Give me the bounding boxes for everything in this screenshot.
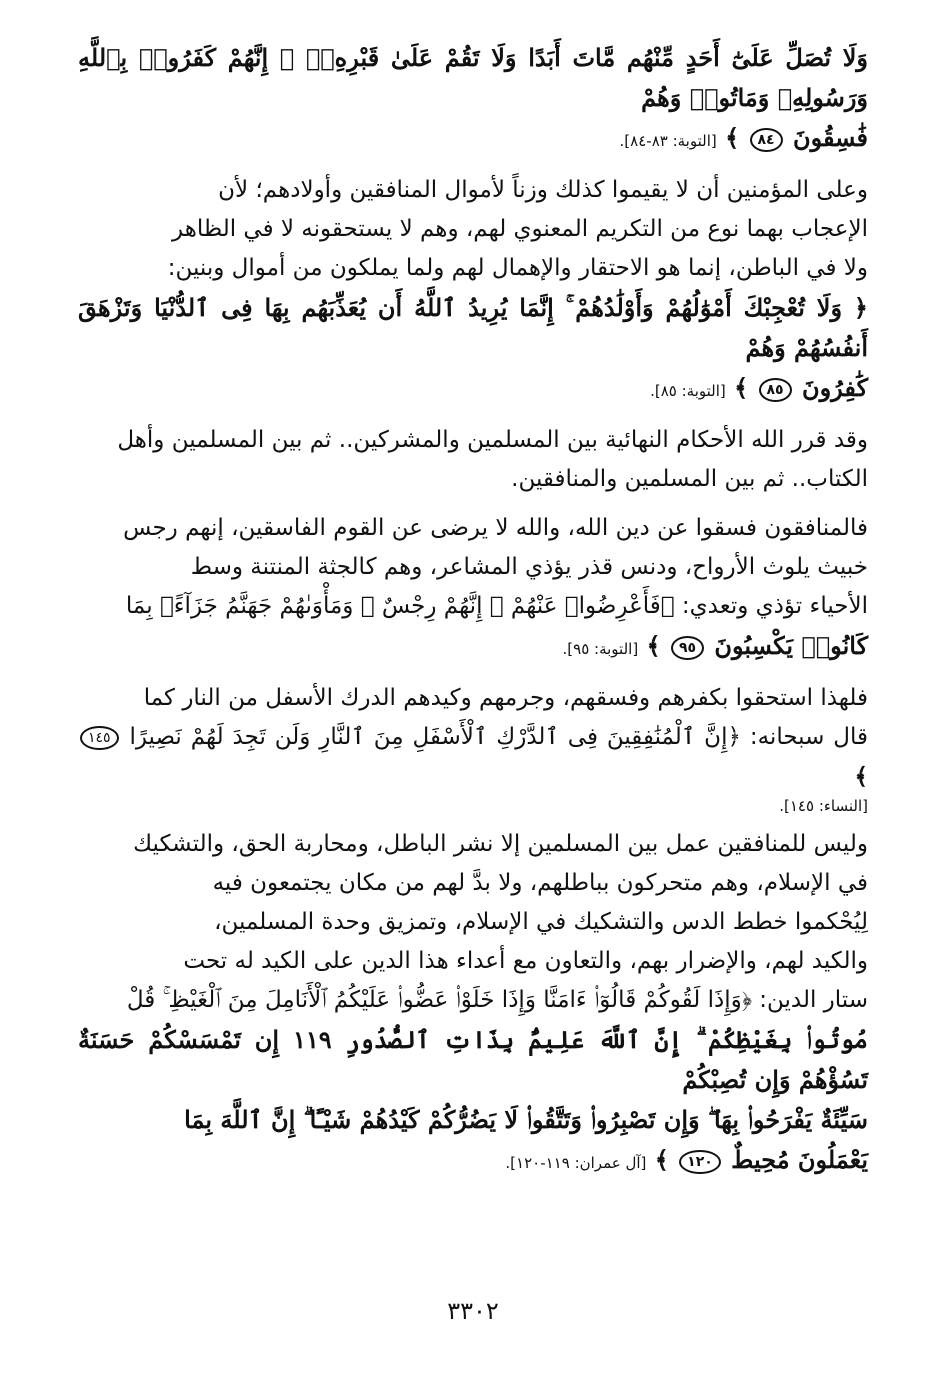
verse-number-badge: ٨٤ <box>750 128 783 152</box>
verse-close-ornament: ﴾ <box>854 763 868 790</box>
text-line: ولا في الباطن، إنما هو الاحتقار والإهمال لهم ولما يملكون من أموال وبنين: <box>167 255 868 281</box>
text-line: لِيُحْكموا خطط الدس والتشكيك في الإسلام، وتمزيق وحدة المسلمين، <box>214 909 868 935</box>
paragraph <box>78 171 868 411</box>
text-line: وليس للمنافقين عمل بين المسلمين إلا نشر الباطل، ومحاربة الحق، والتشكيك <box>133 831 868 857</box>
verse-line-end <box>78 118 868 161</box>
verse-number-badge: ٨٥ <box>759 378 792 402</box>
verse-text: فَٰسِقُونَ <box>792 123 868 152</box>
verse-reference: [النساء: ١٤٥]. <box>779 797 868 815</box>
text-line: وقد قرر الله الأحكام النهائية بين المسلمين والمشركين.. ثم بين المسلمين وأهل <box>117 427 868 453</box>
verse-text: كَٰفِرُونَ <box>801 373 868 402</box>
text-line: الأحياء تؤذي وتعدي: ﴿فَأَعْرِضُوا۟ عَنْهُمْ ۖ إِنَّهُمْ رِجْسٌ ۖ وَمَأْوَىٰهُمْ جَهَنَّمُ جَزَآءًۢ بِمَا <box>125 593 868 619</box>
verse-reference: [آل عمران: ١١٩-١٢٠]. <box>505 1154 647 1172</box>
verse-close-ornament: ﴾ <box>654 1145 669 1174</box>
paragraph <box>78 679 868 815</box>
verse-line: سَيِّئَةٌ يَفْرَحُوا۟ بِهَا ۖ وَإِن تَصْبِرُوا۟ وَتَتَّقُوا۟ لَا يَضُرُّكُمْ كَيْدُهُمْ شَيْـًٔا ۗ إِنَّ ٱللَّهَ بِمَا <box>184 1105 868 1134</box>
page-number: ٣٣٠٢ <box>447 1297 499 1325</box>
verse-block <box>78 38 868 161</box>
verse-line-end <box>78 368 868 411</box>
text-line: الإعجاب بهما نوع من التكريم المعنوي لهم، وهم لا يستحقونه لا في الظاهر <box>172 216 868 242</box>
verse-number-badge: ١٤٥ <box>80 726 119 750</box>
paragraph <box>78 825 868 1183</box>
text-line: خبيث يلوث الأرواح، ودنس قذر يؤذي المشاعر، وهم كالجثة المنتنة وسط <box>190 554 868 580</box>
verse-number-badge: ٩٥ <box>671 636 704 660</box>
verse-reference: [التوبة: ٨٣-٨٤]. <box>619 132 717 150</box>
verse-number-badge: ١٢٠ <box>679 1150 721 1174</box>
text-line: ستار الدين: ﴿وَإِذَا لَقُوكُمْ قَالُوٓا۟ ءَامَنَّا وَإِذَا خَلَوْا۟ عَضُّوا۟ عَلَيْكُمُ ٱلْأَنَامِلَ مِنَ ٱلْغَيْظِ ۚ قُلْ <box>126 987 868 1013</box>
text-line-with-verse <box>78 718 868 797</box>
verse-text: كَانُوا۟ يَكْسِبُونَ <box>714 631 868 660</box>
verse-close-ornament: ﴾ <box>734 373 749 402</box>
paragraph <box>78 509 868 669</box>
verse-line: وَلَا تُصَلِّ عَلَىٰٓ أَحَدٍ مِّنْهُم مَّاتَ أَبَدًا وَلَا تَقُمْ عَلَىٰ قَبْرِهِۦٓ ۖ إِنَّهُمْ كَفَرُوا۟ بِٱللَّهِ وَرَسُولِهِۦ وَمَاتُوا۟ وَهُمْ <box>78 43 868 112</box>
text-line: وعلى المؤمنين أن لا يقيموا كذلك وزناً لأموال المنافقين وأولادهم؛ لأن <box>218 177 868 203</box>
verse-line-end <box>78 626 868 669</box>
verse-close-ornament: ﴾ <box>725 123 740 152</box>
verse-reference: [التوبة: ٩٥]. <box>562 640 639 658</box>
text-line: في الإسلام، وهم متحركون بباطلهم، ولا بدَّ لهم من مكان يجتمعون فيه <box>212 870 868 896</box>
paragraph <box>78 421 868 499</box>
verse-text: يَعْمَلُونَ مُحِيطٌ <box>731 1145 868 1174</box>
verse-close-ornament: ﴾ <box>646 631 661 660</box>
text-line: والكيد لهم، والإضرار بهم، والتعاون مع أعداء هذا الدين على الكيد له تحت <box>183 948 868 974</box>
verse-reference: [التوبة: ٨٥]. <box>650 382 726 400</box>
text-line: فلهذا استحقوا بكفرهم وفسقهم، وجرمهم وكيدهم الدرك الأسفل من النار كما <box>143 685 868 711</box>
text-line: الكتاب.. ثم بين المسلمين والمنافقين. <box>511 466 868 492</box>
page-text <box>78 38 868 1193</box>
text-line: قال سبحانه: ﴿إِنَّ ٱلْمُنَٰفِقِينَ فِى ٱلدَّرْكِ ٱلْأَسْفَلِ مِنَ ٱلنَّارِ وَلَن تَجِدَ لَهُمْ نَصِيرًا <box>129 724 868 750</box>
text-line: فالمنافقون فسقوا عن دين الله، والله لا يرضى عن القوم الفاسقين، إنهم رجس <box>123 515 868 541</box>
verse-line: مُوتُوا۟ بِغَيْظِكُمْ ۗ إِنَّ ٱللَّهَ عَلِيمٌۢ بِذَاتِ ٱلصُّدُورِ ١١٩ إِن تَمْسَسْكُمْ حَسَنَةٌ تَسُؤْهُمْ وَإِن تُصِبْكُمْ <box>78 1025 868 1094</box>
verse-line-end <box>78 1140 868 1183</box>
verse-line: ﴿ وَلَا تُعْجِبْكَ أَمْوَٰلُهُمْ وَأَوْلَٰدُهُمْ ۚ إِنَّمَا يُرِيدُ ٱللَّهُ أَن يُعَذِّبَهُم بِهَا فِى ٱلدُّنْيَا وَتَزْهَقَ أَنفُسُهُمْ وَهُمْ <box>78 293 868 362</box>
